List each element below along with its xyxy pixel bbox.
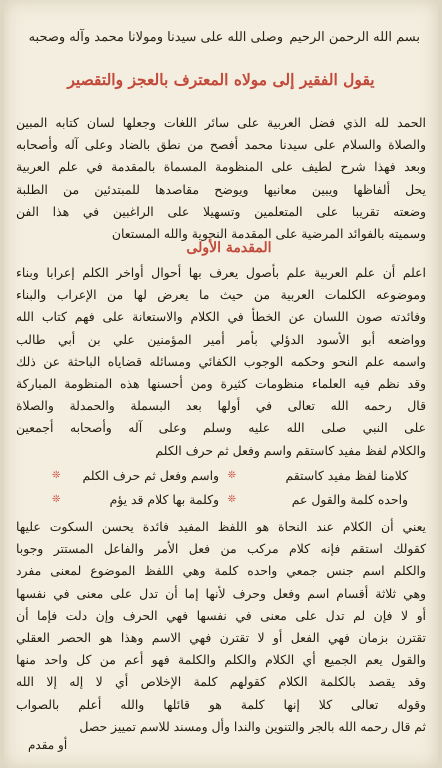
text-line: والكلام لفظ مفيد كاستقم واسم وفعل ثم حرف الكلم <box>155 442 426 458</box>
text-line: تقترن بزمان فهي الفعل أو لا تقترن فهي الاسم وهذا هو الحصر العقلي <box>16 629 426 645</box>
text-line: اعلم أن علم العربية علم بأصول يعرف بها أحوال أواخر الكلم إعرابا وبناء <box>16 265 426 280</box>
text-line: وسميته بالفوائد المرضية على المقدمة النحوية والله المستعان <box>111 225 426 241</box>
verse-marker-icon: ❊ <box>52 494 61 505</box>
verse-row <box>34 488 408 512</box>
text-line: يحل ألفاظها ويبين معانيها ويوضح مقاصدها للمبتدئين من الطلبة <box>16 181 426 197</box>
text-line: وبعد فهذا شرح لطيف على المنظومة المسماة بالمقدمة في علم العربية <box>16 159 426 175</box>
verse-hemistich-left: واسم وفعل ثم حرف الكلم <box>82 468 219 483</box>
text-line: والقول يعم الجميع أي الكلام والكلم والكلمة فهو أعم من كل واحد منها <box>16 652 426 668</box>
verse-marker-icon: ❊ <box>227 494 236 505</box>
catchword: أو مقدم <box>28 738 68 752</box>
verse-hemistich-right: كلامنا لفظ مفيد كاستقم <box>285 468 408 483</box>
text-line: الحمد لله الذي فضل العربية على سائر اللغات وجعلها لسان كتابه المبين <box>16 115 426 130</box>
text-line: وقد يقصد بالكلمة الكلام كقولهم كلمة الإخلاص أي لا إله إلا الله <box>16 674 426 690</box>
rubricated-title: يقول الفقير إلى مولاه المعترف بالعجز والتقصير <box>67 70 375 89</box>
text-line: على النبي صلى الله عليه وسلم وعلى آله وأصحابه أجمعين <box>16 420 426 436</box>
verse-block <box>34 464 408 514</box>
basmala: بسم الله الرحمن الرحيم <box>289 30 420 45</box>
text-line: وضعته تقريبا على المتعلمين وتسهيلا على الراغبين في هذا الفن <box>16 203 426 219</box>
body-text <box>16 262 426 462</box>
text-line: قال رحمه الله تعالى في أولها بعد البسملة والحمدلة والصلاة <box>16 398 426 414</box>
text-line: وواضعه أبو الأسود الدؤلي بأمر أمير المؤمنين علي بن أبي طالب <box>16 331 426 347</box>
text-line: يعني أن الكلام عند النحاة هو اللفظ المفيد فائدة يحسن السكوت عليها <box>16 519 426 534</box>
intro-text <box>16 112 426 245</box>
manuscript-page <box>4 0 438 768</box>
salawat-line: وصلى الله على سيدنا ومولانا محمد وآله وصحبه <box>28 30 283 45</box>
commentary-text <box>16 516 426 738</box>
text-line: وهي ثلاثة أقسام اسم وفعل وحرف لأنها إما أن تدل على معنى في نفسها <box>16 585 426 601</box>
text-line: وفائدته صون اللسان عن الخطأ في الكلام والاستعانة على فهم كتاب الله <box>16 309 426 325</box>
text-line: ثم قال رحمه الله بالجر والتنوين والندا وأل ومسند للاسم تمييز حصل <box>79 718 426 734</box>
text-line: واسمه علم النحو وحكمه الوجوب الكفائي ومسائله قضاياه الباحثة عن ذلك <box>16 353 426 369</box>
text-line: وقد نظم فيه العلماء منظومات كثيرة ومن أحسنها هذه المنظومة المباركة <box>16 375 426 391</box>
verse-marker-icon: ❊ <box>52 470 61 481</box>
text-line: وموضوعه الكلمات العربية من حيث ما يعرض لها من الإعراب والبناء <box>16 287 426 303</box>
text-line: أو لا فإن لم تدل على معنى في نفسها فهي الحرف وإن دلت فإما أن <box>16 607 426 623</box>
text-line: والكلم اسم جنس جمعي واحده كلمة وهي اللفظ الموضوع لمعنى مفرد <box>16 563 426 579</box>
verse-hemistich-left: وكلمة بها كلام قد يؤم <box>109 492 219 507</box>
verse-hemistich-right: واحده كلمة والقول عم <box>291 492 408 507</box>
text-line: والصلاة والسلام على سيدنا محمد أفصح من نطق بالضاد وعلى آله وأصحابه <box>16 137 426 153</box>
text-line: كقولك استقم فإنه كلام مركب من فعل الأمر والفاعل المستتر وجوبا <box>16 541 426 557</box>
verse-marker-icon: ❊ <box>227 470 236 481</box>
verse-row <box>34 464 408 488</box>
text-line: وقوله تعالى كلا إنها كلمة هو قائلها والله أعلم بالصواب <box>16 696 426 712</box>
section-heading: المقدمة الأولى <box>186 240 272 256</box>
